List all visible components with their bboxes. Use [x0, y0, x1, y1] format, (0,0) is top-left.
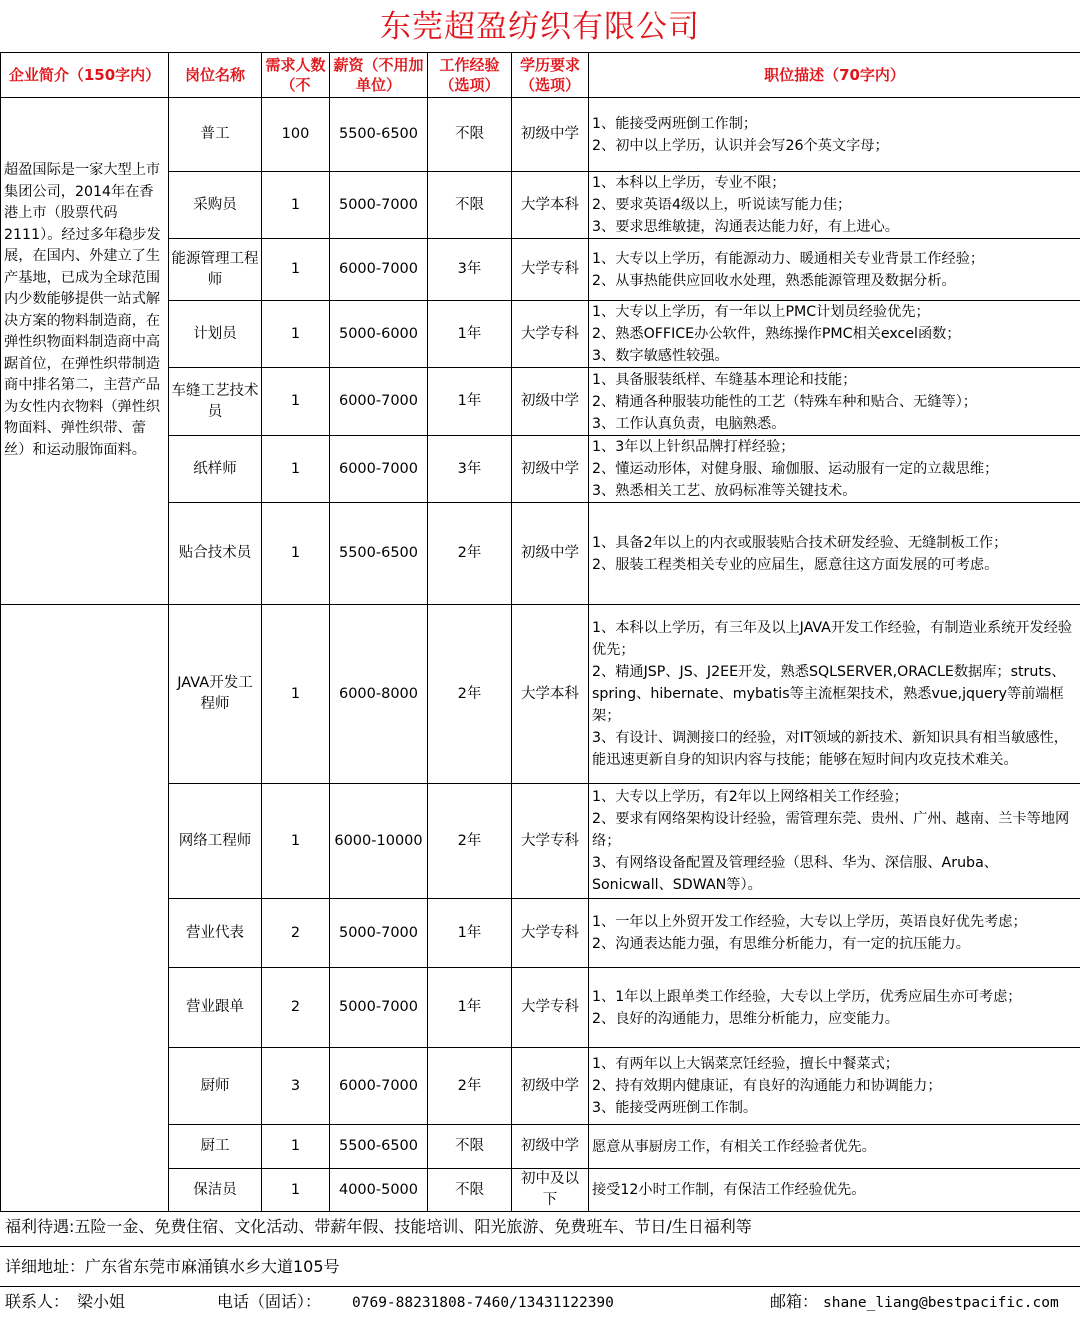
- education-cell: 大学本科: [512, 172, 589, 239]
- salary-cell: 5500-6500: [330, 503, 428, 605]
- position-cell: 能源管理工程师: [169, 239, 262, 301]
- benefits-row: [0, 1207, 1080, 1247]
- description-cell: [589, 605, 1080, 784]
- description-cell: [589, 436, 1080, 503]
- experience-cell: 不限: [428, 172, 512, 239]
- position-cell: 计划员: [169, 301, 262, 368]
- position-cell: 网络工程师: [169, 784, 262, 899]
- experience-cell: 3年: [428, 436, 512, 503]
- education-cell: 大学专科: [512, 899, 589, 968]
- education-cell: 初级中学: [512, 368, 589, 436]
- salary-cell: 5500-6500: [330, 98, 428, 172]
- description-line: 2、良好的沟通能力，思维分析能力，应变能力。: [592, 1010, 899, 1027]
- description-line: 3、要求思维敏捷，沟通表达能力好，有上进心。: [592, 219, 899, 235]
- description-line: 3、有设计、调测接口的经验，对IT领域的新技术、新知识具有相当敏感性，能迅速更新自身的知识内容与技能；能够在短时间内攻克技术难关。: [592, 730, 1068, 768]
- description-line: 1、本科以上学历，有三年及以上JAVA开发工作经验，有制造业系统开发经验优先；: [592, 620, 1073, 658]
- description-line: 2、沟通表达能力强，有思维分析能力，有一定的抗压能力。: [592, 936, 970, 952]
- education-cell: 大学本科: [512, 605, 589, 784]
- description-line: 接受12小时工作制，有保洁工作经验优先。: [592, 1182, 866, 1198]
- salary-cell: 6000-7000: [330, 368, 428, 436]
- description-cell: [589, 968, 1080, 1048]
- count-cell: 2: [262, 968, 330, 1048]
- description-line: 3、数字敏感性较强。: [592, 348, 729, 364]
- education-cell: 初级中学: [512, 98, 589, 172]
- experience-cell: 3年: [428, 239, 512, 301]
- position-cell: 采购员: [169, 172, 262, 239]
- address-row: [0, 1247, 1080, 1287]
- description-line: 2、要求英语4级以上，听说读写能力佳；: [592, 197, 852, 213]
- benefits-text: 福利待遇:五险一金、免费住宿、文化活动、带薪年假、技能培训、阳光旅游、免费班车、节日/生日福利等: [5, 1217, 752, 1236]
- company-intro: 超盈国际是一家大型上市集团公司，2014年在香港上市（股票代码2111）。经过多年稳步发展，在国内、外建立了生产基地，已成为全球范围内少数能够提供一站式解决方案的物料制造商，在弹性织物面料制造商中高踞首位，在弹性织带制造商中排名第二，主营产品为女性内衣物料（弹性织物面料、弹性织带、蕾丝）和运动服饰面料。: [1, 98, 169, 605]
- count-cell: 1: [262, 503, 330, 605]
- description-line: 2、熟悉OFFICE办公软件，熟练操作PMC相关excel函数；: [592, 326, 961, 342]
- page-title: 东莞超盈纺织有限公司: [380, 9, 700, 45]
- description-cell: [589, 784, 1080, 899]
- description-line: 1、1年以上跟单类工作经验，大专以上学历，优秀应届生亦可考虑；: [592, 988, 1022, 1005]
- salary-cell: 5000-6000: [330, 301, 428, 368]
- salary-cell: 6000-7000: [330, 1048, 428, 1125]
- description-line: 1、大专以上学历，有能源动力、暖通相关专业背景工作经验；: [592, 250, 985, 267]
- description-line: 3、有网络设备配置及管理经验（思科、华为、深信服、Aruba、Sonicwall、SDWAN等）。: [592, 855, 998, 893]
- company-intro-empty: [1, 605, 169, 1212]
- count-cell: 1: [262, 301, 330, 368]
- phone-label: 电话（固话）：: [217, 1292, 322, 1311]
- email-address: shane_liang@bestpacific.com: [823, 1295, 1059, 1311]
- address-text: 详细地址：广东省东莞市麻涌镇水乡大道105号: [5, 1257, 340, 1276]
- description-line: 1、具备2年以上的内衣或服装贴合技术研发经验、无缝制板工作；: [592, 534, 1008, 551]
- description-cell: [589, 503, 1080, 605]
- contact-name: 梁小姐: [77, 1292, 126, 1311]
- salary-cell: 6000-7000: [330, 239, 428, 301]
- description-line: 3、熟悉相关工艺、放码标准等关键技术。: [592, 483, 857, 499]
- header-experience: 工作经验（选项）: [428, 53, 512, 98]
- job-table: [0, 52, 1080, 1212]
- count-cell: 1: [262, 172, 330, 239]
- position-cell: 保洁员: [169, 1169, 262, 1212]
- position-cell: JAVA开发工程师: [169, 605, 262, 784]
- description-line: 1、具备服装纸样、车缝基本理论和技能；: [592, 371, 857, 388]
- salary-cell: 5000-7000: [330, 899, 428, 968]
- description-line: 2、要求有网络架构设计经验，需管理东莞、贵州、广州、越南、兰卡等地网络；: [592, 811, 1070, 849]
- education-cell: 初级中学: [512, 1048, 589, 1125]
- description-line: 2、持有效期内健康证，有良好的沟通能力和协调能力；: [592, 1078, 942, 1094]
- count-cell: 2: [262, 899, 330, 968]
- count-cell: 100: [262, 98, 330, 172]
- count-cell: 3: [262, 1048, 330, 1125]
- description-cell: [589, 1048, 1080, 1125]
- description-cell: [589, 239, 1080, 301]
- education-cell: 大学专科: [512, 968, 589, 1048]
- position-cell: 贴合技术员: [169, 503, 262, 605]
- position-cell: 厨师: [169, 1048, 262, 1125]
- description-line: 2、从事热能供应回收水处理，熟悉能源管理及数据分析。: [592, 272, 956, 289]
- description-cell: [589, 172, 1080, 239]
- position-cell: 营业跟单: [169, 968, 262, 1048]
- description-cell: [589, 1169, 1080, 1212]
- description-line: 愿意从事厨房工作，有相关工作经验者优先。: [592, 1138, 876, 1155]
- description-line: 2、懂运动形体，对健身服、瑜伽服、运动服有一定的立裁思维；: [592, 461, 999, 477]
- experience-cell: 不限: [428, 1169, 512, 1212]
- description-cell: [589, 1125, 1080, 1169]
- experience-cell: 2年: [428, 503, 512, 605]
- count-cell: 1: [262, 605, 330, 784]
- description-line: 2、服装工程类相关专业的应届生，愿意往这方面发展的可考虑。: [592, 556, 999, 573]
- position-cell: 营业代表: [169, 899, 262, 968]
- header-intro: 企业简介（150字内）: [1, 53, 169, 98]
- description-line: 1、一年以上外贸开发工作经验，大专以上学历，英语良好优先考虑；: [592, 914, 1027, 930]
- salary-cell: 6000-8000: [330, 605, 428, 784]
- table-row: [1, 605, 1080, 784]
- header-education: 学历要求（选项）: [512, 53, 589, 98]
- salary-cell: 6000-10000: [330, 784, 428, 899]
- description-line: 1、大专以上学历，有2年以上网络相关工作经验；: [592, 789, 908, 805]
- salary-cell: 5000-7000: [330, 968, 428, 1048]
- description-line: 1、能接受两班倒工作制；: [592, 115, 758, 132]
- description-line: 1、本科以上学历，专业不限；: [592, 175, 786, 191]
- education-cell: 大学专科: [512, 301, 589, 368]
- header-description: 职位描述（70字内）: [589, 53, 1080, 98]
- description-line: 1、3年以上针织品牌打样经验；: [592, 439, 795, 455]
- experience-cell: 不限: [428, 1125, 512, 1169]
- position-cell: 普工: [169, 98, 262, 172]
- description-line: 2、精通各种服装功能性的工艺（特殊车种和贴合、无缝等）；: [592, 393, 977, 410]
- count-cell: 1: [262, 239, 330, 301]
- count-cell: 1: [262, 436, 330, 503]
- position-cell: 车缝工艺技术员: [169, 368, 262, 436]
- description-cell: [589, 368, 1080, 436]
- description-line: 1、大专以上学历，有一年以上PMC计划员经验优先；: [592, 304, 930, 320]
- header-salary: 薪资（不用加单位）: [330, 53, 428, 98]
- education-cell: 大学专科: [512, 784, 589, 899]
- description-cell: [589, 98, 1080, 172]
- table-row: [1, 98, 1080, 172]
- email-label: 邮箱：: [770, 1292, 819, 1311]
- contact-row: [0, 1287, 1080, 1320]
- description-cell: [589, 899, 1080, 968]
- salary-cell: 5000-7000: [330, 172, 428, 239]
- experience-cell: 1年: [428, 368, 512, 436]
- header-count: 需求人数（不: [262, 53, 330, 98]
- description-line: 2、精通JSP、JS、J2EE开发，熟悉SQLSERVER,ORACLE数据库；struts、spring、hibernate、mybatis等主流框架技术，熟悉vue,jquery等前端框架；: [592, 664, 1066, 724]
- education-cell: 初级中学: [512, 1125, 589, 1169]
- description-cell: [589, 301, 1080, 368]
- experience-cell: 2年: [428, 784, 512, 899]
- phone-number: 0769-88231808-7460/13431122390: [352, 1295, 614, 1311]
- header-position: 岗位名称: [169, 53, 262, 98]
- experience-cell: 不限: [428, 98, 512, 172]
- table-header-row: [1, 53, 1080, 98]
- description-line: 2、初中以上学历，认识并会写26个英文字母；: [592, 137, 889, 154]
- count-cell: 1: [262, 368, 330, 436]
- salary-cell: 6000-7000: [330, 436, 428, 503]
- experience-cell: 2年: [428, 1048, 512, 1125]
- description-line: 3、工作认真负责，电脑熟悉。: [592, 415, 786, 432]
- description-line: 1、有两年以上大锅菜烹饪经验，擅长中餐菜式；: [592, 1056, 899, 1072]
- description-line: 3、能接受两班倒工作制。: [592, 1100, 758, 1116]
- position-cell: 纸样师: [169, 436, 262, 503]
- count-cell: 1: [262, 1125, 330, 1169]
- experience-cell: 1年: [428, 301, 512, 368]
- experience-cell: 1年: [428, 899, 512, 968]
- count-cell: 1: [262, 1169, 330, 1212]
- education-cell: 初中及以下: [512, 1169, 589, 1212]
- position-cell: 厨工: [169, 1125, 262, 1169]
- count-cell: 1: [262, 784, 330, 899]
- experience-cell: 2年: [428, 605, 512, 784]
- education-cell: 初级中学: [512, 436, 589, 503]
- education-cell: 初级中学: [512, 503, 589, 605]
- experience-cell: 1年: [428, 968, 512, 1048]
- salary-cell: 4000-5000: [330, 1169, 428, 1212]
- salary-cell: 5500-6500: [330, 1125, 428, 1169]
- education-cell: 大学专科: [512, 239, 589, 301]
- contact-label: 联系人：: [5, 1292, 70, 1311]
